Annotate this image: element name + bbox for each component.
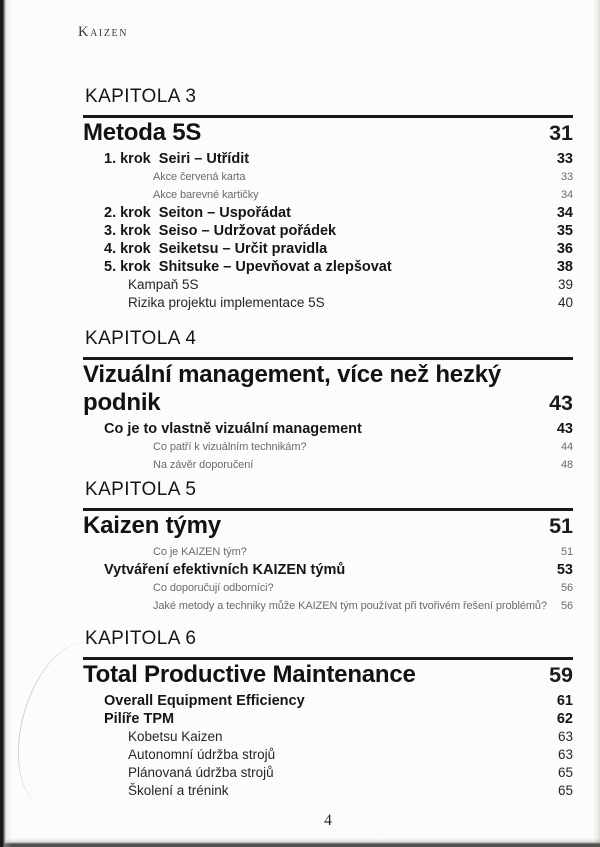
toc-entry bbox=[83, 543, 573, 561]
chapter-title-page-number: 51 bbox=[549, 514, 573, 538]
chapter-title: Total Productive Maintenance bbox=[83, 661, 416, 688]
toc-entry-page-number: 63 bbox=[557, 747, 573, 762]
toc-entry-page-number: 44 bbox=[560, 441, 573, 453]
toc-entry bbox=[83, 782, 573, 800]
toc-entry-page-number: 33 bbox=[560, 171, 573, 183]
toc-entry bbox=[83, 746, 573, 764]
chapter-heading: KAPITOLA 5 bbox=[85, 479, 197, 500]
chapter-title: Vizuální management, více než hezký podnik bbox=[83, 361, 502, 416]
running-header: Kaizen bbox=[78, 24, 129, 40]
toc-entry-page-number: 33 bbox=[556, 151, 573, 167]
toc-entry bbox=[83, 456, 573, 474]
chapter-heading: KAPITOLA 6 bbox=[85, 628, 197, 649]
scan-edge-bottom bbox=[0, 838, 600, 847]
toc-entry-label: Jaké metody a techniky může KAIZEN tým používat při tvořivém řešení problémů? bbox=[153, 600, 547, 612]
chapter-title-row bbox=[83, 657, 573, 689]
table-of-contents bbox=[83, 0, 573, 847]
chapter-heading: KAPITOLA 4 bbox=[85, 328, 197, 349]
toc-entry-label: Kampaň 5S bbox=[128, 277, 199, 292]
toc-entry-label: Akce červená karta bbox=[153, 171, 246, 183]
toc-section bbox=[83, 328, 573, 474]
toc-entry-label: Rizika projektu implementace 5S bbox=[128, 295, 325, 310]
toc-entry bbox=[83, 222, 573, 240]
toc-entry-label: 5. krok Shitsuke – Upevňovat a zlepšovat bbox=[104, 259, 392, 275]
toc-entry bbox=[83, 420, 573, 438]
toc-entry-label: 4. krok Seiketsu – Určit pravidla bbox=[104, 241, 328, 257]
toc-entry-page-number: 53 bbox=[556, 562, 573, 578]
toc-entry-page-number: 62 bbox=[556, 711, 573, 727]
toc-entry bbox=[83, 204, 573, 222]
toc-section bbox=[83, 628, 573, 800]
toc-entry-label: Overall Equipment Efficiency bbox=[104, 693, 305, 709]
toc-entry bbox=[83, 168, 573, 186]
chapter-title: Kaizen týmy bbox=[83, 512, 221, 539]
chapter-title-row bbox=[83, 357, 573, 417]
chapter-title-page-number: 31 bbox=[549, 121, 573, 145]
toc-entry-page-number: 61 bbox=[556, 693, 573, 709]
toc-entry bbox=[83, 692, 573, 710]
toc-entry-label: Školení a trénink bbox=[128, 783, 229, 798]
toc-entries bbox=[83, 420, 573, 474]
toc-entries bbox=[83, 692, 573, 800]
toc-entry bbox=[83, 150, 573, 168]
toc-entry-label: Co je to vlastně vizuální management bbox=[104, 421, 362, 437]
page-number-footer: 4 bbox=[324, 812, 332, 829]
chapter-title-page-number: 59 bbox=[549, 663, 573, 687]
toc-entry-page-number: 40 bbox=[557, 295, 573, 310]
toc-entry-page-number: 34 bbox=[556, 205, 573, 221]
toc-entry-label: Vytváření efektivních KAIZEN týmů bbox=[104, 562, 346, 578]
toc-entry bbox=[83, 597, 573, 615]
toc-entry-label: 1. krok Seiri – Utřídit bbox=[104, 151, 250, 167]
toc-entry-page-number: 35 bbox=[556, 223, 573, 239]
toc-entry-page-number: 34 bbox=[560, 189, 573, 201]
toc-section bbox=[83, 86, 573, 312]
toc-entry bbox=[83, 438, 573, 456]
toc-entry bbox=[83, 240, 573, 258]
toc-entry-label: Na závěr doporučení bbox=[153, 459, 254, 471]
toc-entry bbox=[83, 579, 573, 597]
scan-edge-left bbox=[0, 0, 12, 847]
scan-edge-right bbox=[593, 0, 600, 847]
toc-entry-label: Autonomní údržba strojů bbox=[128, 747, 276, 762]
chapter-title-row bbox=[83, 115, 573, 147]
toc-entries bbox=[83, 150, 573, 312]
toc-entry-page-number: 65 bbox=[557, 783, 573, 798]
toc-entry-label: Akce barevné kartičky bbox=[153, 189, 259, 201]
toc-section bbox=[83, 479, 573, 615]
toc-entry bbox=[83, 258, 573, 276]
chapter-title-row bbox=[83, 508, 573, 540]
toc-entry-page-number: 38 bbox=[556, 259, 573, 275]
toc-entry-page-number: 63 bbox=[557, 729, 573, 744]
toc-entry-page-number: 51 bbox=[560, 546, 573, 558]
toc-entry-label: Co je KAIZEN tým? bbox=[153, 546, 247, 558]
toc-entry bbox=[83, 186, 573, 204]
toc-entry-label: Co patří k vizuálním technikám? bbox=[153, 441, 307, 453]
toc-entry bbox=[83, 294, 573, 312]
chapter-title: Metoda 5S bbox=[83, 119, 202, 146]
toc-entry-page-number: 36 bbox=[556, 241, 573, 257]
toc-entry-page-number: 48 bbox=[560, 459, 573, 471]
toc-entry-label: 2. krok Seiton – Uspořádat bbox=[104, 205, 291, 221]
toc-entry bbox=[83, 728, 573, 746]
toc-entry-page-number: 43 bbox=[556, 421, 573, 437]
chapter-title-page-number: 43 bbox=[549, 391, 573, 415]
toc-entry-page-number: 39 bbox=[557, 277, 573, 292]
toc-entry-label: Co doporučují odborníci? bbox=[153, 582, 274, 594]
chapter-heading: KAPITOLA 3 bbox=[85, 86, 197, 107]
toc-entry-page-number: 56 bbox=[560, 582, 573, 594]
toc-entry-label: 3. krok Seiso – Udržovat pořádek bbox=[104, 223, 337, 239]
toc-entry bbox=[83, 561, 573, 579]
toc-entry-label: Plánovaná údržba strojů bbox=[128, 765, 274, 780]
toc-entry-page-number: 56 bbox=[560, 600, 573, 612]
toc-entries bbox=[83, 543, 573, 615]
toc-entry-page-number: 65 bbox=[557, 765, 573, 780]
toc-entry-label: Pilíře TPM bbox=[104, 711, 175, 727]
toc-entry bbox=[83, 710, 573, 728]
toc-entry bbox=[83, 764, 573, 782]
toc-entry bbox=[83, 276, 573, 294]
toc-entry-label: Kobetsu Kaizen bbox=[128, 729, 223, 744]
